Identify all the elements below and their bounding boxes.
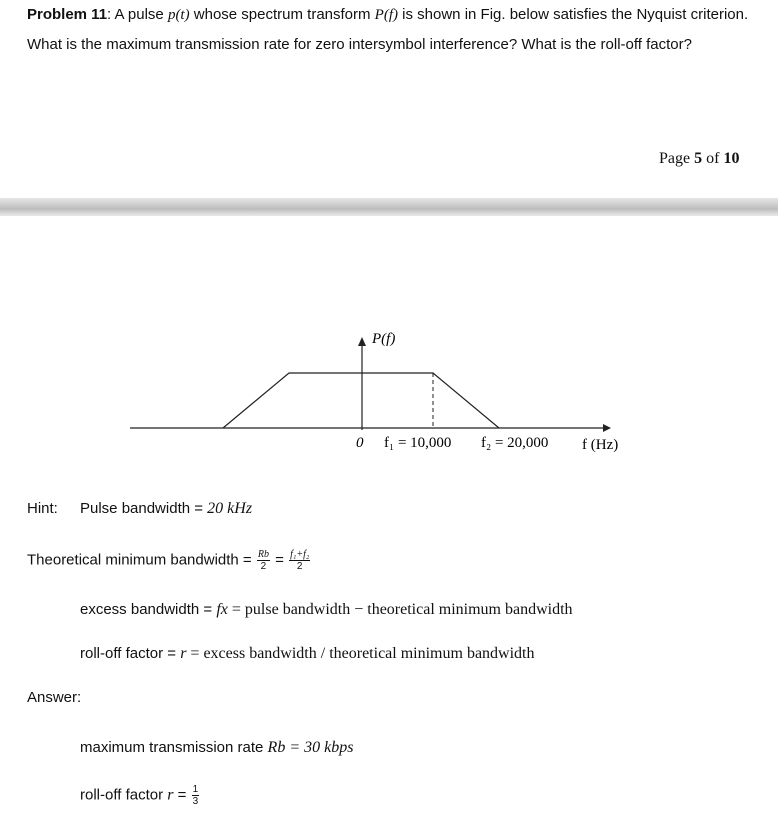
problem-label: Problem 11 xyxy=(27,6,108,23)
answer-label: Answer: xyxy=(27,689,82,706)
rb-over-2-fraction: $\frac{Rb}{2}$ xyxy=(257,549,269,572)
hint-label: Hint: xyxy=(27,500,58,517)
one-third-fraction: $\frac{1}{3}$ xyxy=(192,784,199,807)
y-axis-arrow xyxy=(358,337,366,346)
answer-transmission-rate: maximum transmission rate Rb = 30 kbps xyxy=(80,739,354,756)
page-number: Page 5 of 10 xyxy=(659,150,740,167)
hint-rolloff: roll-off factor = r = excess bandwidth / theoretical minimum bandwidth xyxy=(80,645,535,662)
spectrum-curve xyxy=(223,373,499,428)
hint-excess-bandwidth: excess bandwidth = fx = pulse bandwidth − theoretical minimum bandwidth xyxy=(80,601,573,618)
f2-label: f₂ = 20,000 xyxy=(481,435,549,451)
x-axis-label: f (Hz) xyxy=(582,437,619,453)
x-axis-arrow xyxy=(603,424,611,432)
hint-pulse-bandwidth: Pulse bandwidth = 20 kHz xyxy=(80,500,253,517)
problem-line-1: Problem 11: A pulse p(t) whose spectrum transform P(f) is shown in Fig. below satisfies the Nyquist criterion. xyxy=(27,6,749,23)
problem-line-2: What is the maximum transmission rate for zero intersymbol interference? What is the roll-off factor? xyxy=(27,36,692,53)
f-sum-fraction: $\frac{\text{f₁+f₂}}{2}$ xyxy=(290,549,310,572)
spectrum-symbol: P(f) xyxy=(374,7,398,23)
y-axis-label: P(f) xyxy=(372,331,396,347)
origin-label: 0 xyxy=(356,435,364,451)
hint-theoretical-bandwidth: Theoretical minimum bandwidth = $\frac{Rb}{2}$ = $\frac{\text{f₁+f₂}}{2}$ xyxy=(27,549,310,572)
answer-rolloff: roll-off factor r = $\frac{1}{3}$ xyxy=(80,784,199,807)
f1-label: f₁ = 10,000 xyxy=(384,435,452,451)
pulse-symbol: p(t) xyxy=(167,7,190,23)
